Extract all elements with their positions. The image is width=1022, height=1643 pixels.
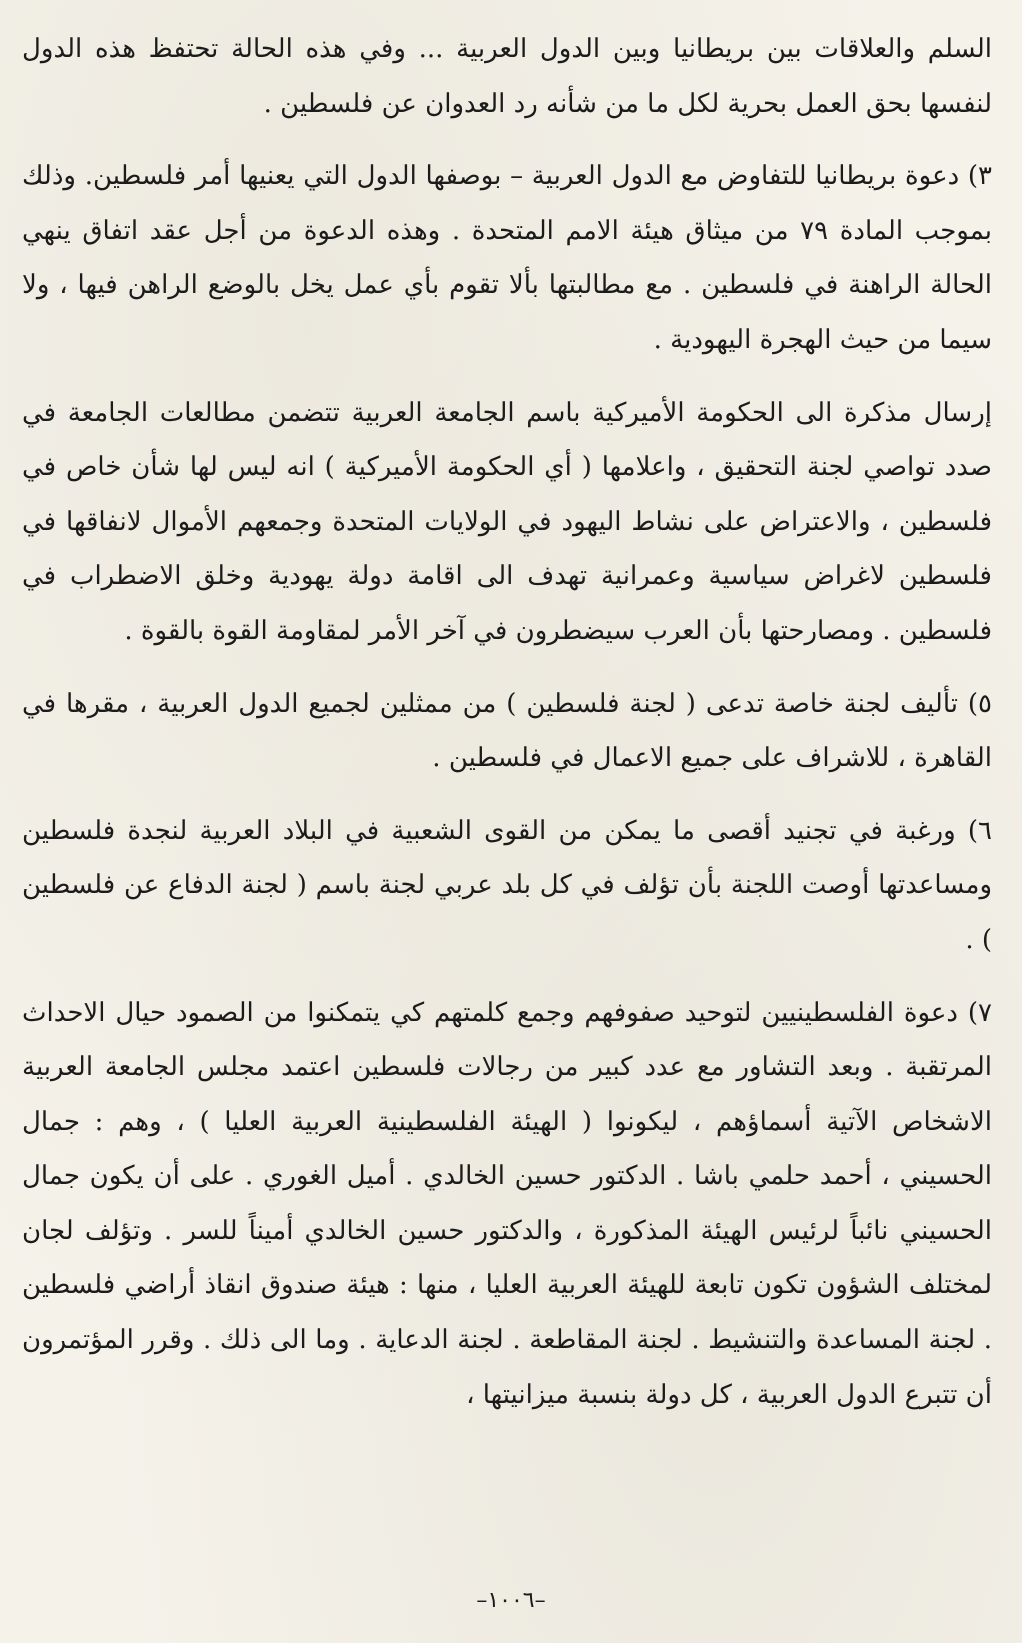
paragraph-item-4: إرسال مذكرة الى الحكومة الأميركية باسم الجامعة العربية تتضمن مطالعات الجامعة في صدد تواصي لجنة التحقيق ، واعلامها ( أي الحكومة الأميركية ) انه ليس لها شأن خاص في فلسطين ، والاعتراض على نشاط اليهود في الولايات المتحدة وجمعهم الأموال لانفاقها في فلسطين لاغراض سياسية وعمرانية تهدف الى اقامة دولة يهودية وخلق الاضطراب في فلسطين . ومصارحتها بأن العرب سيضطرون في آخر الأمر لمقاومة القوة بالقوة . (22, 397, 992, 646)
page-number: –١٠٠٦– (476, 1588, 546, 1613)
paragraph-item-5: ٥) تأليف لجنة خاصة تدعى ( لجنة فلسطين ) من ممثلين لجميع الدول العربية ، مقرها في القاهرة ، للاشراف على جميع الاعمال في فلسطين . (22, 688, 992, 774)
body-text (22, 22, 992, 1422)
paragraph-continuation: السلم والعلاقات بين بريطانيا وبين الدول العربية ... وفي هذه الحالة تحتفظ هذه الدول لنفسها بحق العمل بحرية لكل ما من شأنه رد العدوان عن فلسطين . (22, 34, 992, 119)
paragraph-item-3: ٣) دعوة بريطانيا للتفاوض مع الدول العربية – بوصفها الدول التي يعنيها أمر فلسطين. وذلك بموجب المادة ٧٩ من ميثاق هيئة الامم المتحدة . وهذه الدعوة من أجل عقد اتفاق ينهي الحالة الراهنة في فلسطين . مع مطالبتها بألا تقوم بأي عمل يخل بالوضع الراهن فيها ، ولا سيما من حيث الهجرة اليهودية . (22, 161, 992, 355)
paragraph-item-6: ٦) ورغبة في تجنيد أقصى ما يمكن من القوى الشعبية في البلاد العربية لنجدة فلسطين ومساعدتها أوصت اللجنة بأن تؤلف في كل بلد عربي لجنة باسم ( لجنة الدفاع عن فلسطين ) . (22, 815, 992, 955)
paragraph-item-7: ٧) دعوة الفلسطينيين لتوحيد صفوفهم وجمع كلمتهم كي يتمكنوا من الصمود حيال الاحداث المرتقبة . وبعد التشاور مع عدد كبير من رجالات فلسطين اعتمد مجلس الجامعة العربية الاشخاص الآتية أسماؤهم ، ليكونوا ( الهيئة الفلسطينية العربية العليا ) ، وهم : جمال الحسيني ، أحمد حلمي باشا . الدكتور حسين الخالدي . أميل الغوري . على أن يكون جمال الحسيني نائباً لرئيس الهيئة المذكورة ، والدكتور حسين الخالدي أميناً للسر . وتؤلف لجان لمختلف الشؤون تكون تابعة للهيئة العربية العليا ، منها : هيئة صندوق انقاذ أراضي فلسطين . لجنة المساعدة والتنشيط . لجنة المقاطعة . لجنة الدعاية . وما الى ذلك . وقرر المؤتمرون أن تتبرع الدول العربية ، كل دولة بنسبة ميزانيتها ، (22, 997, 992, 1410)
